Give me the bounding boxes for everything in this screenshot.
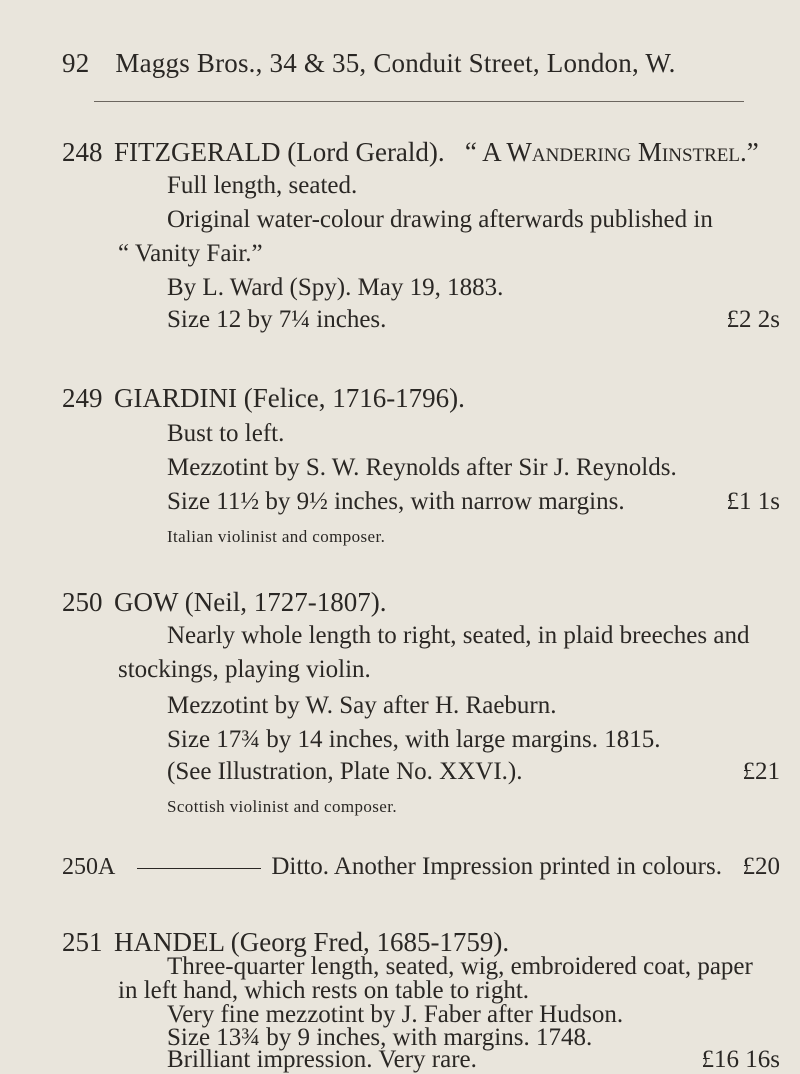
entry-line: Full length, seated. xyxy=(167,172,358,199)
header-rule xyxy=(94,101,744,102)
page-header xyxy=(62,48,676,79)
entry-price: £1 1s xyxy=(726,488,780,515)
entry-line: Very fine mezzotint by J. Faber after Hudson. xyxy=(167,1000,624,1028)
entry-number: 250A Ditto. Another Impression printed in colours. xyxy=(62,853,722,880)
entry-price: £16 16s xyxy=(701,1046,780,1074)
entry-line: Mezzotint by W. Say after H. Raeburn. xyxy=(167,692,557,719)
entry-line: Size 11½ by 9½ inches, with narrow margins. xyxy=(167,488,625,515)
entry-note: Italian violinist and composer. xyxy=(167,527,386,546)
entry-line: “ Vanity Fair.” xyxy=(118,240,263,267)
entry-line: Ditto. Another Impression printed in colours. xyxy=(271,853,722,880)
entry-line: Size 17¾ by 14 inches, with large margins. 1815. xyxy=(167,726,661,753)
entry-number: 250 xyxy=(62,587,103,617)
entry-number: 248 xyxy=(62,137,103,167)
entry-line: Original water-colour drawing afterwards published in xyxy=(167,206,713,233)
ditto-dash xyxy=(137,868,261,869)
entry-line: Nearly whole length to right, seated, in plaid breeches and xyxy=(167,622,750,649)
entry-heading: FITZGERALD (Lord Gerald). “ A Wandering Minstrel.” xyxy=(114,137,759,167)
entry-line: Mezzotint by S. W. Reynolds after Sir J. Reynolds. xyxy=(167,454,677,481)
entry-heading: GIARDINI (Felice, 1716-1796). xyxy=(114,383,465,413)
entry-heading: HANDEL (Georg Fred, 1685-1759). xyxy=(114,927,510,958)
entry-price: £20 xyxy=(742,853,780,880)
entry-heading: GOW (Neil, 1727-1807). xyxy=(114,587,387,617)
entry-heading-title: “ A Wandering Minstrel.” xyxy=(464,137,759,167)
entry-line: Bust to left. xyxy=(167,420,285,447)
entry-price: £21 xyxy=(742,758,780,785)
entry-line: stockings, playing violin. xyxy=(118,656,371,683)
entry-note: Scottish violinist and composer. xyxy=(167,797,398,816)
entry-line: (See Illustration, Plate No. XXVI.). xyxy=(167,758,523,785)
running-title: Maggs Bros., 34 & 35, Conduit Street, London, W. xyxy=(115,48,676,78)
entry-line: Brilliant impression. Very rare. xyxy=(167,1046,477,1074)
entry-line: Size 12 by 7¼ inches. xyxy=(167,306,387,333)
entry-line: in left hand, which rests on table to right. xyxy=(118,976,530,1004)
page-number: 92 xyxy=(62,48,90,78)
entry-line: Size 13¾ by 9 inches, with margins. 1748. xyxy=(167,1023,593,1051)
entry-number: 251 xyxy=(62,927,103,958)
entry-price: £2 2s xyxy=(726,306,780,333)
entry-line: By L. Ward (Spy). May 19, 1883. xyxy=(167,274,504,301)
entry-number: 249 xyxy=(62,383,103,413)
entry-line: Three-quarter length, seated, wig, embroidered coat, paper xyxy=(167,952,753,980)
